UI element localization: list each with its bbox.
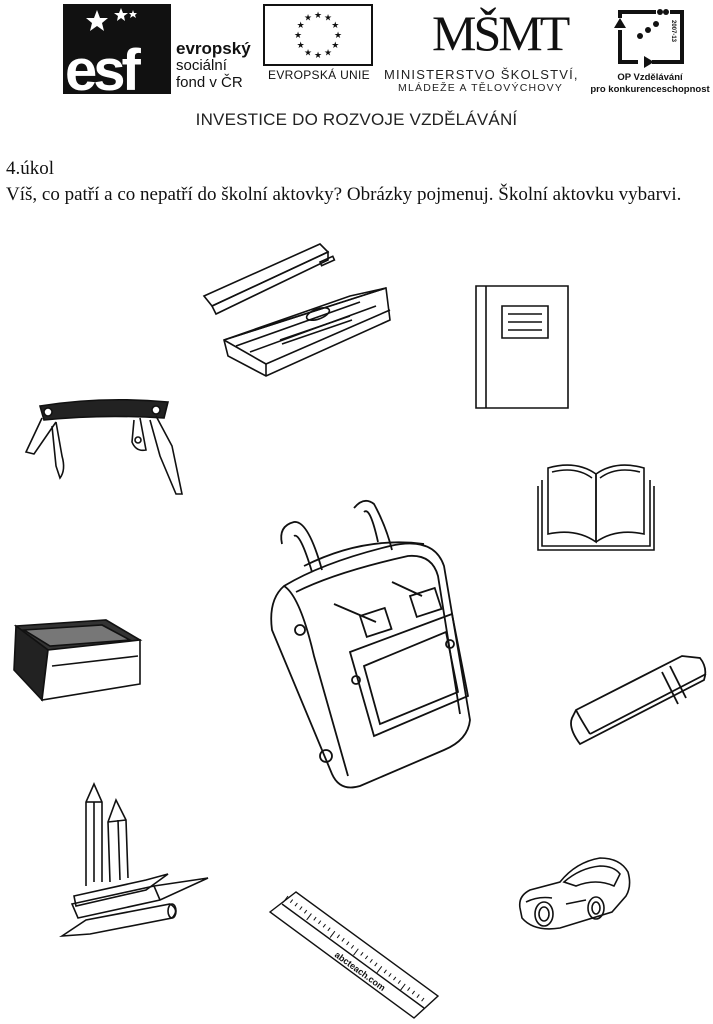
eu-star: ★ — [303, 12, 313, 23]
ruler-tick — [300, 907, 302, 910]
eu-star: ★ — [331, 40, 340, 50]
ruler-icon — [268, 890, 440, 1020]
tagline: INVESTICE DO ROZVOJE VZDĚLÁVÁNÍ — [195, 110, 518, 129]
open-book-icon — [536, 460, 656, 552]
op-year: 2007-13 — [670, 20, 676, 43]
ruler-tick — [304, 910, 306, 913]
eu-star: ★ — [293, 30, 303, 40]
op-line-1: OP Vzdělávání — [617, 72, 683, 83]
eu-star: ★ — [303, 47, 313, 58]
eu-star: ★ — [333, 30, 343, 40]
eu-star: ★ — [313, 10, 323, 20]
msmt-mark: MŠMT — [432, 5, 568, 61]
ruler-text: abcteach.com — [332, 949, 388, 993]
eu-label: EVROPSKÁ UNIE — [268, 68, 370, 82]
ruler-tick — [347, 942, 349, 945]
ruler-tick — [354, 949, 359, 955]
msmt-line-2: MLÁDEŽE A TĚLOVÝCHOVY — [398, 82, 564, 94]
ruler-tick — [323, 924, 325, 927]
school-bag-icon — [264, 496, 478, 796]
pocket-knife-icon — [22, 396, 188, 498]
ruler-tick — [377, 966, 382, 972]
ruler-tick — [389, 973, 391, 976]
esf-line-1: evropský — [176, 39, 251, 58]
eu-star: ★ — [323, 47, 333, 58]
eu-star: ★ — [313, 50, 323, 60]
ruler-tick — [314, 917, 316, 920]
ruler-tick — [307, 914, 312, 920]
ruler-tick — [393, 977, 395, 980]
eu-star: ★ — [296, 40, 305, 50]
ruler-tick — [330, 931, 335, 937]
ruler-tick — [361, 952, 363, 955]
esf-line-2: sociální — [176, 57, 227, 74]
pencils-icon — [60, 782, 210, 944]
ruler-tick — [370, 959, 372, 962]
ruler-tick — [351, 945, 353, 948]
ruler-tick — [422, 998, 424, 1001]
matchbox-icon — [12, 614, 144, 702]
ruler-tick — [417, 994, 419, 997]
op-logo-icon — [612, 6, 690, 70]
eu-star: ★ — [323, 12, 333, 23]
task-number: 4.úkol — [6, 158, 55, 179]
ruler-tick — [408, 987, 410, 990]
ruler-tick — [375, 963, 377, 966]
ruler-tick — [318, 921, 320, 924]
op-line-2: pro konkurenceschopnost — [590, 84, 710, 95]
ruler-tick — [384, 970, 386, 973]
eu-flag-icon — [263, 4, 373, 66]
eu-star: ★ — [296, 20, 305, 30]
ruler-tick — [337, 935, 339, 938]
ruler-tick — [342, 938, 344, 941]
msmt-line-1: MINISTERSTVO ŠKOLSTVÍ, — [384, 67, 579, 82]
task-instructions: Víš, co patří a co nepatří do školní aktovky? Obrázky pojmenuj. Školní aktovku vybarvi. — [6, 184, 682, 205]
toy-car-icon — [516, 852, 634, 932]
eu-star: ★ — [331, 20, 340, 30]
notebook-icon — [474, 284, 570, 410]
ruler-tick — [398, 980, 400, 983]
ruler-tick — [290, 900, 292, 903]
eraser-icon — [566, 652, 710, 752]
ruler-tick — [365, 956, 367, 959]
ruler-tick — [328, 928, 330, 931]
pencil-case-icon — [200, 240, 394, 380]
esf-mark: esf — [65, 38, 137, 103]
ruler-tick — [412, 991, 414, 994]
msmt-logo-icon — [432, 2, 568, 61]
esf-logo-icon — [63, 4, 171, 103]
ruler-tick — [400, 984, 405, 990]
esf-logo-text — [176, 40, 251, 91]
ruler-tick — [295, 903, 297, 906]
esf-line-3: fond v ČR — [176, 74, 243, 91]
